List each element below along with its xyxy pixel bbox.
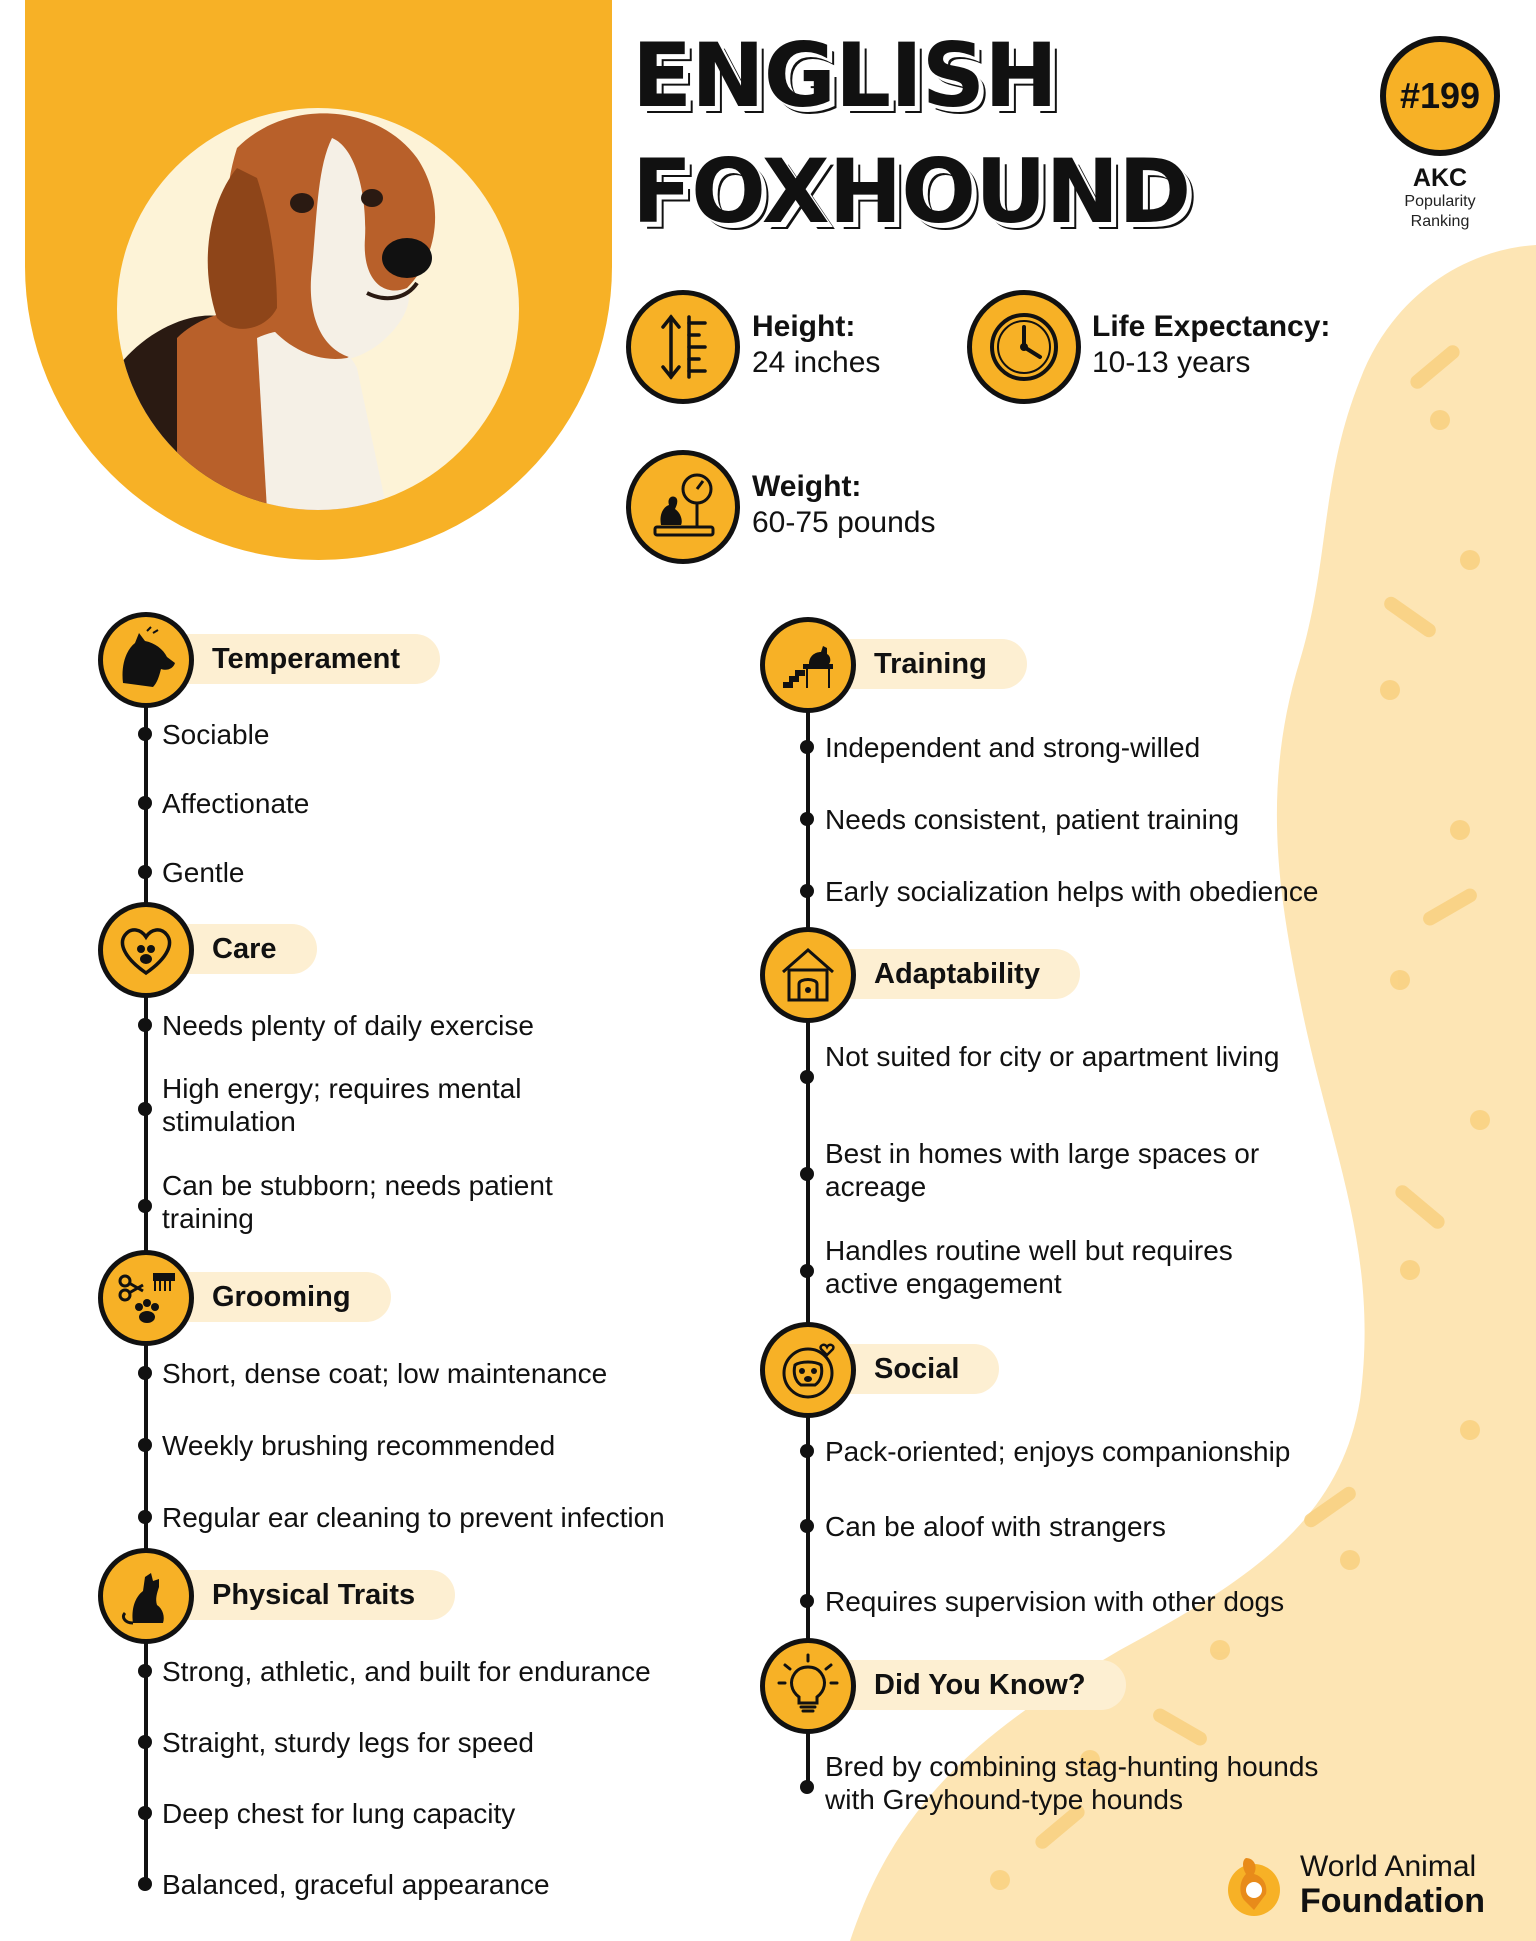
list-bullet — [800, 1519, 814, 1533]
did-you-know-heading: Did You Know? — [812, 1660, 1126, 1710]
weight-label: Weight: — [752, 470, 862, 503]
akc-rank-badge: #199 — [1380, 36, 1500, 156]
physical-item: Balanced, graceful appearance — [162, 1869, 550, 1900]
foundation-logo-icon — [1224, 1852, 1284, 1918]
did-you-know-item: Bred by combining stag-hunting hounds with Greyhound-type hounds — [825, 1751, 1319, 1815]
heart-paw-icon — [98, 902, 194, 998]
list-bullet — [138, 1366, 152, 1380]
care-item: High energy; requires mental stimulation — [162, 1073, 522, 1137]
list-bullet — [138, 1438, 152, 1452]
adaptability-item: Handles routine well but requires active engagement — [825, 1235, 1233, 1299]
temperament-item: Sociable — [162, 719, 270, 750]
training-item: Needs consistent, patient training — [825, 804, 1240, 835]
adaptability-item: Not suited for city or apartment living — [825, 1041, 1280, 1072]
adaptability-heading: Adaptability — [812, 949, 1080, 999]
list-bullet — [138, 1102, 152, 1116]
page-title-line2: FOXHOUND — [632, 140, 1191, 243]
care-item: Can be stubborn; needs patient training — [162, 1170, 553, 1234]
social-heading: Social — [812, 1344, 999, 1394]
temperament-item: Affectionate — [162, 788, 310, 819]
physical-item: Strong, athletic, and built for endurance — [162, 1656, 651, 1687]
akc-sublabel-line1: Popularity — [1404, 193, 1476, 210]
list-bullet — [800, 1594, 814, 1608]
social-item: Pack-oriented; enjoys companionship — [825, 1436, 1291, 1467]
list-bullet — [138, 1806, 152, 1820]
list-bullet — [800, 1167, 814, 1181]
life-expectancy-label: Life Expectancy: — [1092, 310, 1331, 343]
physical-item: Deep chest for lung capacity — [162, 1798, 516, 1829]
list-bullet — [138, 1018, 152, 1032]
list-bullet — [800, 740, 814, 754]
scale-icon — [626, 450, 740, 564]
right-timeline — [806, 665, 810, 1790]
grooming-item: Regular ear cleaning to prevent infection — [162, 1502, 665, 1533]
list-bullet — [800, 1070, 814, 1084]
grooming-item: Weekly brushing recommended — [162, 1430, 556, 1461]
list-bullet — [138, 1664, 152, 1678]
social-item: Requires supervision with other dogs — [825, 1586, 1285, 1617]
world-animal-foundation-logo — [1210, 1836, 1510, 1926]
grooming-icon — [98, 1250, 194, 1346]
doghouse-icon — [760, 927, 856, 1023]
sitting-dog-icon — [98, 1548, 194, 1644]
page-title-line1: ENGLISH — [632, 24, 1057, 127]
grooming-heading: Grooming — [150, 1272, 391, 1322]
height-value: 24 inches — [752, 346, 881, 379]
list-bullet — [800, 884, 814, 898]
logo-text-line1: World Animal — [1300, 1850, 1477, 1883]
grooming-item: Short, dense coat; low maintenance — [162, 1358, 608, 1389]
akc-sublabel-line2: Ranking — [1410, 213, 1470, 230]
list-bullet — [138, 865, 152, 879]
temperament-heading: Temperament — [150, 634, 440, 684]
agility-dog-icon — [760, 617, 856, 713]
lightbulb-icon — [760, 1638, 856, 1734]
training-heading: Training — [812, 639, 1027, 689]
logo-text-line2: Foundation — [1300, 1882, 1486, 1920]
list-bullet — [800, 1444, 814, 1458]
list-bullet — [138, 1735, 152, 1749]
temperament-item: Gentle — [162, 857, 245, 888]
height-ruler-icon — [626, 290, 740, 404]
list-bullet — [800, 1264, 814, 1278]
physical-item: Straight, sturdy legs for speed — [162, 1727, 534, 1758]
adaptability-item: Best in homes with large spaces or acreage — [825, 1138, 1260, 1202]
care-item: Needs plenty of daily exercise — [162, 1010, 534, 1041]
list-bullet — [138, 1877, 152, 1891]
list-bullet — [800, 1780, 814, 1794]
life-expectancy-value: 10-13 years — [1092, 346, 1251, 379]
list-bullet — [138, 1199, 152, 1213]
dog-head-icon — [98, 612, 194, 708]
training-item: Early socialization helps with obedience — [825, 876, 1319, 907]
dog-portrait — [117, 108, 519, 510]
list-bullet — [138, 727, 152, 741]
list-bullet — [800, 812, 814, 826]
dog-face-heart-icon — [760, 1322, 856, 1418]
weight-value: 60-75 pounds — [752, 506, 936, 539]
akc-sublabel — [1380, 192, 1500, 232]
height-label: Height: — [752, 310, 856, 343]
list-bullet — [138, 1510, 152, 1524]
training-item: Independent and strong-willed — [825, 732, 1201, 763]
clock-icon — [967, 290, 1081, 404]
care-heading: Care — [150, 924, 317, 974]
social-item: Can be aloof with strangers — [825, 1511, 1166, 1542]
physical-traits-heading: Physical Traits — [150, 1570, 455, 1620]
akc-label: AKC — [1412, 164, 1468, 192]
list-bullet — [138, 796, 152, 810]
